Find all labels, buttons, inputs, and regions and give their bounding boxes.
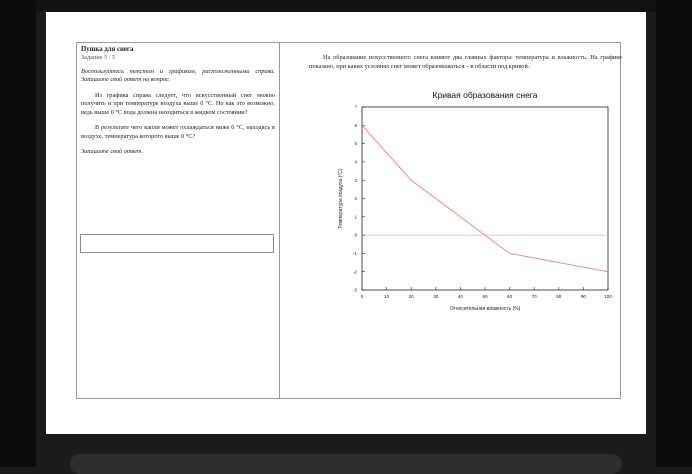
y-tick-label: 5 [354, 141, 357, 147]
top-strip [36, 0, 656, 12]
snow-curve-line [362, 125, 608, 271]
x-tick-label: 40 [457, 294, 463, 299]
screen-edge-right [656, 0, 692, 467]
y-tick-label: 1 [354, 214, 357, 220]
answer-label: Запишите свой ответ. [81, 148, 144, 156]
x-tick-label: 0 [360, 294, 364, 299]
x-tick-label: 90 [580, 294, 586, 299]
x-axis-label: Относительная влажность (%) [449, 306, 521, 312]
x-tick-label: 20 [408, 294, 414, 299]
x-tick-label: 60 [507, 294, 513, 299]
task-number: Задание 5 / 5 [81, 54, 116, 62]
y-tick-label: -3 [352, 287, 357, 293]
chart-title: Кривая образования снега [432, 90, 538, 100]
snow-chart [309, 87, 622, 337]
y-tick-label: -2 [352, 269, 357, 275]
x-tick-label: 30 [433, 294, 439, 299]
plot-area [362, 107, 608, 290]
question-paragraph-2: В результате чего капли может охлаждаться ниже 0 °С, находясь в воздухе, температура которого выше 0 °С? [81, 124, 275, 140]
question-paragraph-1: Из графика справа следует, что искусственный снег можно получить и при температуре воздуха выше 0 °С. Но как это возможно, ведь выше 0 °С вода должна находиться в жидком состоянии? [81, 91, 275, 116]
screen-edge-left [0, 0, 36, 467]
y-tick-label: 7 [354, 104, 357, 110]
y-tick-label: 6 [354, 122, 357, 128]
question-column [81, 45, 275, 157]
chart-svg [309, 87, 622, 337]
y-tick-label: 3 [354, 177, 357, 183]
x-tick-label: 100 [604, 294, 612, 299]
answer-input[interactable] [80, 234, 274, 253]
source-text: На образование искусственного снега влияют два главных фактора: температура и влажность. На графике показано, при каких условиях снег может образовываться – в области под кривой. [309, 54, 622, 70]
column-divider [279, 43, 280, 398]
y-tick-label: 4 [354, 159, 357, 165]
task-frame [76, 42, 621, 399]
y-tick-label: 0 [354, 232, 357, 238]
document-page [46, 12, 646, 434]
x-tick-label: 80 [556, 294, 562, 299]
y-tick-label: 2 [354, 196, 357, 202]
x-tick-label: 70 [531, 294, 537, 299]
y-axis-label: Температура воздуха (°С) [338, 168, 344, 229]
task-title: Пушка для снега [81, 46, 134, 53]
x-tick-label: 50 [482, 294, 488, 299]
task-instruction: Воспользуйтесь текстом и графиком, расположенными справа. Запишите свой ответ на вопрос. [81, 67, 275, 84]
y-tick-label: -1 [352, 251, 357, 256]
bottom-bar [70, 454, 622, 474]
x-tick-label: 10 [384, 294, 390, 299]
